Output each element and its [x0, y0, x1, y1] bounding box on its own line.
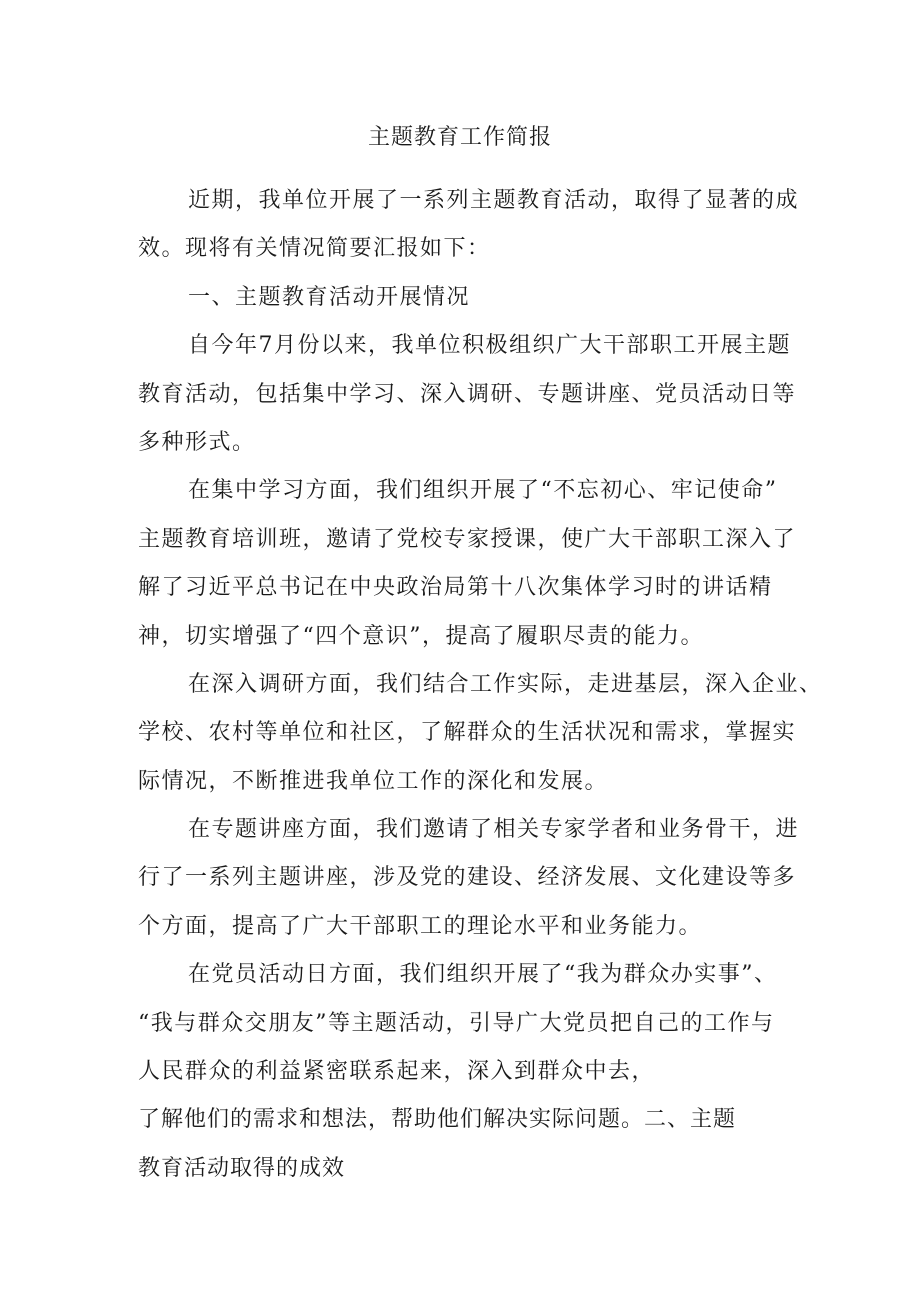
document-title: 主题教育工作简报	[367, 125, 552, 150]
paragraph-line: 近期，我单位开展了一系列主题教育活动，取得了显著的成	[188, 188, 800, 213]
paragraph-line: 人民群众的利益紧密联系起来，深入到群众中去，	[138, 1059, 656, 1085]
paragraph-line: 行了一系列主题讲座，涉及党的建设、经济发展、文化建设等多	[138, 865, 797, 891]
document-body	[138, 184, 823, 1200]
paragraph-line: 在专题讲座方面，我们邀请了相关专家学者和业务骨干，进	[188, 817, 800, 843]
paragraph-line: 效。现将有关情况简要汇报如下：	[138, 236, 491, 262]
paragraph-line: 际情况，不断推进我单位工作的深化和发展。	[138, 768, 609, 794]
paragraph-line: 在深入调研方面，我们结合工作实际，走进基层，深入企业、	[188, 671, 823, 697]
paragraph-line: 在集中学习方面，我们组织开展了“不忘初心、牢记使命”	[188, 478, 778, 504]
paragraph-line: 在党员活动日方面，我们组织开展了“我为群众办实事”、	[188, 962, 778, 988]
paragraph-line: 个方面，提高了广大干部职工的理论水平和业务能力。	[138, 913, 703, 939]
paragraph-line: 了解他们的需求和想法，帮助他们解决实际问题。二、主题	[138, 1107, 737, 1133]
paragraph-line: 学校、农村等单位和社区，了解群众的生活状况和需求，掌握实	[138, 720, 797, 746]
paragraph-line: 解了习近平总书记在中央政治局第十八次集体学习时的讲话精	[138, 575, 773, 601]
paragraph-line: 主题教育培训班，邀请了党校专家授课，使广大干部职工深入了	[138, 526, 797, 552]
paragraph-line: 多种形式。	[138, 429, 256, 455]
section-heading-continued: 教育活动取得的成效	[138, 1155, 346, 1181]
paragraph-line: “我与群众交朋友”等主题活动，引导广大党员把自己的工作与	[138, 1010, 775, 1036]
paragraph-line: 神，切实增强了“四个意识”，提高了履职尽责的能力。	[138, 623, 704, 649]
section-heading: 一、主题教育活动开展情况	[188, 284, 471, 310]
paragraph-line: 教育活动，包括集中学习、深入调研、专题讲座、党员活动日等	[138, 381, 797, 407]
paragraph-line: 自今年7月份以来，我单位积极组织广大干部职工开展主题	[188, 333, 791, 359]
